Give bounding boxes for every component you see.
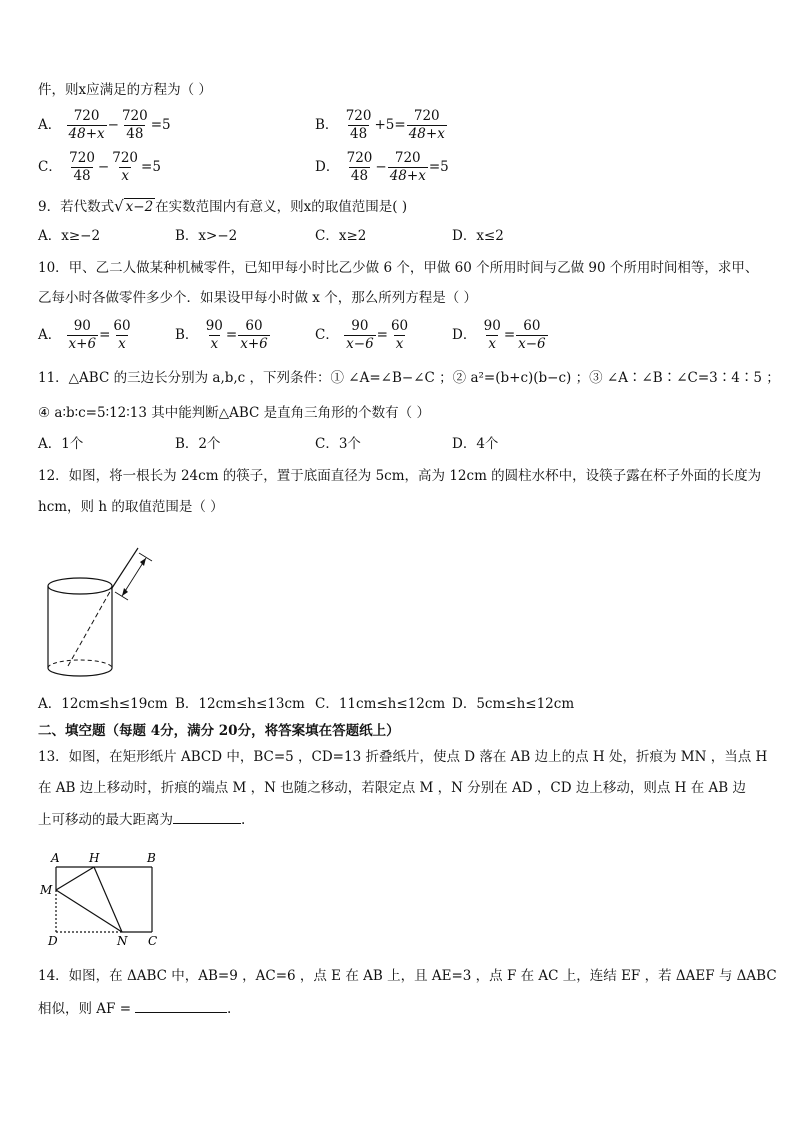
sqrt-symbol: √	[114, 197, 124, 215]
q8-option-d[interactable]: D． $\frac{720}{48}$ − $\frac{720}{48+x}$ =5	[315, 150, 449, 184]
label-b: B	[147, 851, 156, 865]
measure-arrow-bottom	[122, 588, 128, 596]
label-c: C	[148, 934, 158, 948]
option-label: B．	[175, 327, 199, 343]
label-n: N	[117, 934, 128, 948]
q10-option-a[interactable]: A． $\frac{90}{x+6}$ = $\frac{60}{x}$	[38, 318, 131, 352]
cylinder-bottom-front	[48, 668, 112, 676]
label-a: A	[51, 851, 60, 865]
label-h: H	[89, 851, 100, 865]
q12-option-d[interactable]: D．5cm≤h≤12cm	[452, 696, 575, 712]
q11-option-b[interactable]: B．2个	[175, 436, 221, 452]
fraction: $\frac{720}{48}$	[346, 150, 373, 184]
q10-option-d[interactable]: D． $\frac{90}{x}$ = $\frac{60}{x-6}$	[452, 318, 546, 352]
label-d: D	[48, 934, 58, 948]
q9-stem: 9．若代数式√ x−2 在实数范围内有意义，则x的取值范围是( )	[38, 197, 408, 215]
section-title: 二、填空题（每题 4分，满分 20分，将答案填在答题纸上）	[38, 723, 400, 739]
fraction: $\frac{60}{x+6}$	[240, 318, 268, 352]
q8-option-a[interactable]: A． $\frac{720}{48+x}$ − $\frac{720}{48}$ =5	[38, 108, 171, 142]
option-label: D．	[315, 159, 340, 175]
fraction: $\frac{60}{x}$	[113, 318, 131, 352]
segment-hn	[94, 867, 122, 932]
answer-blank[interactable]	[173, 809, 241, 824]
cylinder-figure	[40, 540, 160, 680]
q9-option-b[interactable]: B．x>−2	[175, 228, 238, 244]
option-label: B．	[315, 117, 339, 133]
cylinder-top	[48, 578, 112, 594]
fraction: $\frac{720}{48}$	[345, 108, 372, 142]
measure-arrow-top	[140, 558, 146, 566]
radicand: x−2	[125, 199, 154, 215]
option-label: C．	[38, 159, 62, 175]
cylinder-bottom-back	[48, 660, 112, 668]
segment-mh	[56, 867, 94, 890]
fraction: $\frac{60}{x}$	[390, 318, 409, 352]
q9-option-c[interactable]: C．x≥2	[315, 228, 367, 244]
fraction: $\frac{720}{48}$	[121, 108, 148, 142]
chopstick-inside	[68, 588, 112, 666]
q13-line2: 在 AB 边上移动时，折痕的端点 M ，N 也随之移动，若限定点 M ，N 分别在 AD ，CD 边上移动，则点 H 在 AB 边	[38, 780, 746, 796]
q12-option-c[interactable]: C．11cm≤h≤12cm	[315, 696, 446, 712]
fraction: $\frac{720}{48+x}$	[408, 108, 445, 142]
chopstick-outside	[112, 548, 138, 588]
rectangle-figure	[36, 848, 166, 948]
q9-option-d[interactable]: D．x≤2	[452, 228, 504, 244]
fraction: $\frac{90}{x+6}$	[68, 318, 97, 352]
q11-line2: ④ a∶b∶c=5∶12∶13 其中能判断△ABC 是直角三角形的个数有（ ）	[38, 405, 430, 421]
q14-line1: 14．如图，在 ΔABC 中，AB=9 ，AC=6 ，点 E 在 AB 上，且 AE=3 ，点 F 在 AC 上，连结 EF ，若 ΔAEF 与 ΔABC	[38, 968, 777, 984]
fraction: $\frac{720}{48}$	[69, 150, 95, 184]
q12-line1: 12．如图，将一根长为 24cm 的筷子，置于底面直径为 5cm，高为 12cm 的圆柱水杯中，设筷子露在杯子外面的长度为	[38, 468, 762, 484]
q8-option-b[interactable]: B． $\frac{720}{48}$ +5= $\frac{720}{48+x}$	[315, 108, 445, 142]
q13-line1: 13．如图，在矩形纸片 ABCD 中，BC=5 ，CD=13 折叠纸片，使点 D 落在 AB 边上的点 H 处，折痕为 MN ，当点 H	[38, 749, 768, 765]
q12-option-b[interactable]: B．12cm≤h≤13cm	[175, 696, 305, 712]
q11-option-d[interactable]: D．4个	[452, 436, 499, 452]
option-label: C．	[315, 327, 339, 343]
label-m: M	[40, 883, 53, 897]
answer-blank[interactable]	[135, 998, 227, 1013]
q12-option-a[interactable]: A．12cm≤h≤19cm	[38, 696, 168, 712]
q11-option-a[interactable]: A．1个	[38, 436, 84, 452]
q8-option-c[interactable]: C． $\frac{720}{48}$ − $\frac{720}{x}$ =5	[38, 150, 161, 184]
q11-option-c[interactable]: C．3个	[315, 436, 361, 452]
q14-line2: 相似，则 AF = .	[38, 998, 231, 1019]
fraction: $\frac{720}{x}$	[112, 150, 139, 184]
q10-option-b[interactable]: B． $\frac{90}{x}$ = $\frac{60}{x+6}$	[175, 318, 268, 352]
q8-stem-tail: 件，则x应满足的方程为（ ）	[38, 82, 212, 98]
q10-line2: 乙每小时各做零件多少个．如果设甲每小时做 x 个，那么所列方程是（ ）	[38, 290, 477, 306]
q10-line1: 10．甲、乙二人做某种机械零件，已知甲每小时比乙少做 6 个，甲做 60 个所用时间与乙做 90 个所用时间相等，求甲、	[38, 260, 759, 276]
fraction: $\frac{90}{x}$	[483, 318, 501, 352]
fraction: $\frac{720}{48+x}$	[68, 108, 105, 142]
q10-option-c[interactable]: C． $\frac{90}{x-6}$ = $\frac{60}{x}$	[315, 318, 409, 352]
q9-option-a[interactable]: A．x≥−2	[38, 228, 101, 244]
q13-line3: 上可移动的最大距离为 .	[38, 809, 245, 830]
q12-line2: hcm，则 h 的取值范围是（ ）	[38, 499, 224, 515]
fraction: $\frac{720}{48+x}$	[389, 150, 426, 184]
fold-line-mn	[56, 890, 122, 932]
option-label: D．	[452, 327, 477, 343]
fraction: $\frac{60}{x-6}$	[518, 318, 546, 352]
q11-line1: 11．△ABC 的三边长分别为 a,b,c ，下列条件：① ∠A=∠B−∠C ；② a²=(b+c)(b−c) ；③ ∠A∶∠B∶∠C=3∶4∶5 ；	[38, 370, 780, 386]
fraction: $\frac{90}{x}$	[205, 318, 223, 352]
option-label: A．	[38, 327, 62, 343]
fraction: $\frac{90}{x-6}$	[346, 318, 374, 352]
option-label: A．	[38, 117, 62, 133]
